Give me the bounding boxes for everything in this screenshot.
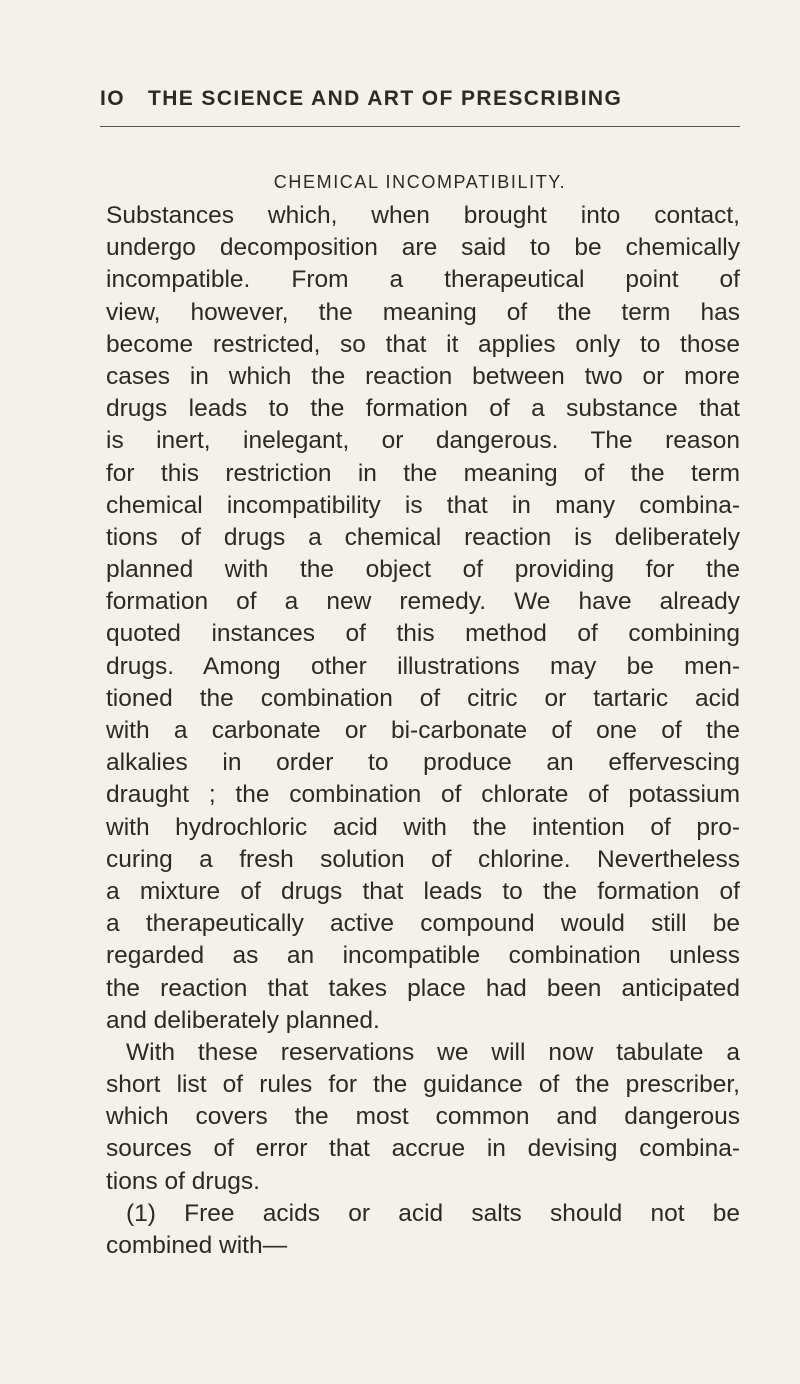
text-line: draught ; the combination of chlorate of potassium [106,781,740,809]
page-number: IO [100,87,125,110]
text-line: undergo decomposition are said to be chemically [106,234,740,262]
text-line: a mixture of drugs that leads to the formation of [106,877,740,905]
text-line: with a carbonate or bi-carbonate of one of the [106,717,740,744]
text-line: Substances which, when brought into contact, [106,202,740,229]
text-line: view, however, the meaning of the term has [106,298,740,326]
text-line: planned with the object of providing for the [106,556,740,584]
text-line: (1) Free acids or acid salts should not be [126,1199,740,1227]
body-text [106,200,740,1262]
header-rule [100,126,740,127]
text-line: combined with— [106,1232,288,1259]
text-line: which covers the most common and dangerous [106,1103,740,1131]
text-line: drugs. Among other illustrations may be men- [106,652,740,680]
text-line: tioned the combination of citric or tartaric acid [106,684,740,712]
text-line: tions of drugs. [106,1167,260,1195]
text-line: short list of rules for the guidance of the prescriber, [106,1071,740,1099]
text-line: curing a fresh solution of chlorine. Nevertheless [106,845,740,873]
text-line: chemical incompatibility is that in many combina- [106,491,740,519]
text-line: tions of drugs a chemical reaction is deliberately [106,523,740,551]
text-line: formation of a new remedy. We have already [106,588,740,616]
running-head [100,84,740,114]
text-line: with hydrochloric acid with the intention of pro- [106,813,740,841]
text-line: sources of error that accrue in devising combina- [106,1135,740,1163]
text-line: With these reservations we will now tabulate a [126,1038,740,1066]
text-line: is inert, inelegant, or dangerous. The reason [106,427,740,455]
text-line: a therapeutically active compound would still be [106,910,740,938]
text-line: drugs leads to the formation of a substance that [106,395,740,423]
section-heading: CHEMICAL INCOMPATIBILITY. [273,172,567,192]
text-line: regarded as an incompatible combination unless [106,942,740,970]
running-title: THE SCIENCE AND ART OF PRESCRIBING [148,87,623,110]
text-line: quoted instances of this method of combining [106,620,740,648]
text-line: and deliberately planned. [106,1006,380,1034]
text-line: incompatible. From a therapeutical point of [106,266,740,294]
text-line: the reaction that takes place had been anticipated [106,974,740,1002]
text-line: cases in which the reaction between two or more [106,362,740,390]
text-line: alkalies in order to produce an effervescing [106,749,740,777]
text-line: for this restriction in the meaning of the term [106,459,740,487]
text-line: become restricted, so that it applies only to those [106,330,740,358]
